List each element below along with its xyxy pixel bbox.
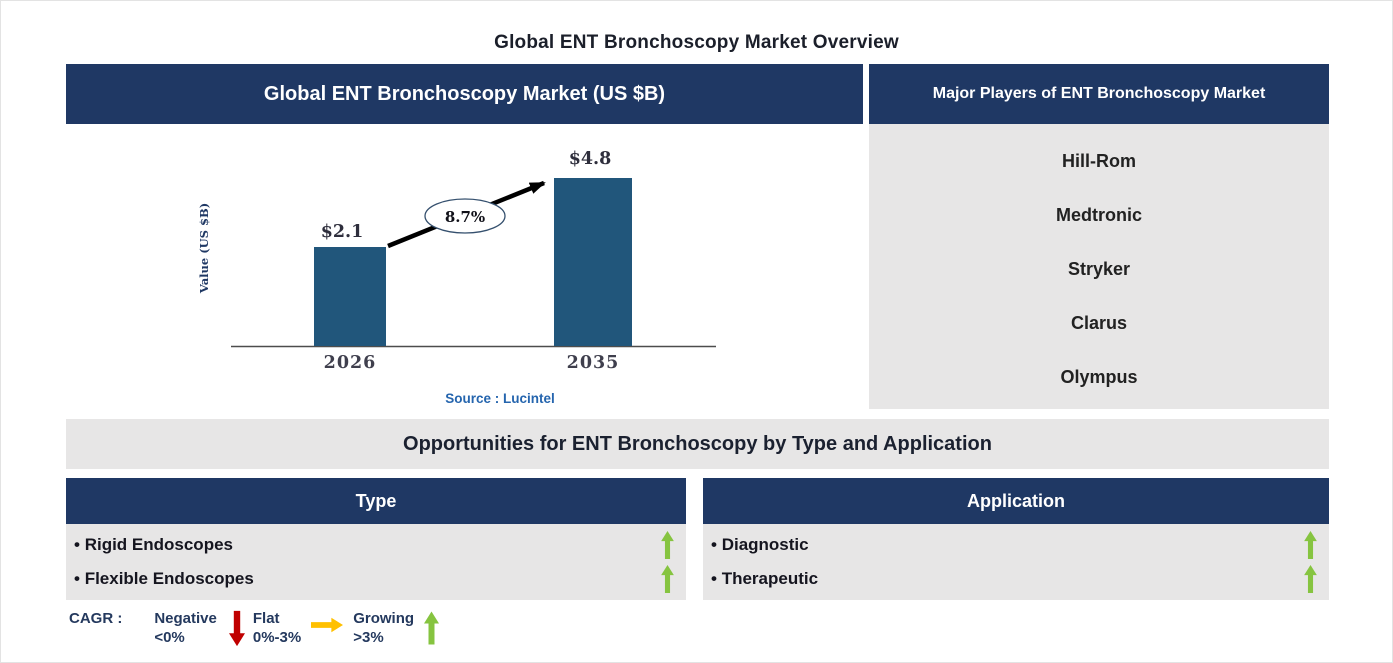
- bar-2035: [554, 178, 632, 346]
- market-chart-header: [66, 64, 863, 124]
- bullet: •: [74, 568, 80, 588]
- application-column-header-label: Application: [967, 490, 1065, 511]
- cagr-legend: [69, 609, 439, 647]
- type-column-header-label: Type: [355, 490, 397, 511]
- up-arrow-icon: [661, 531, 674, 559]
- company-item: Clarus: [1070, 313, 1128, 334]
- bullet: •: [711, 568, 717, 588]
- up-arrow-icon: [661, 565, 674, 593]
- major-players-header: [869, 64, 1329, 124]
- list-item: [711, 531, 1317, 559]
- value-label-2035: $4.8: [568, 149, 612, 169]
- company-item: Hill-Rom: [1062, 150, 1136, 171]
- legend-entry-growing: Growing >3%: [353, 610, 415, 646]
- application-column-header: [703, 478, 1329, 524]
- bullet: •: [74, 535, 80, 555]
- legend-entry-flat: Flat 0%-3%: [252, 610, 302, 646]
- up-arrow-icon: [1304, 531, 1317, 559]
- year-label-2035: 2035: [566, 353, 620, 373]
- major-players-panel: [869, 124, 1329, 409]
- cagr-value-label: 8.7%: [444, 208, 486, 226]
- source-note: Source : Lucintel: [445, 391, 555, 406]
- market-bar-chart: [66, 124, 863, 416]
- company-item: Stryker: [1067, 258, 1131, 279]
- major-players-header-label: Major Players of ENT Bronchoscopy Market: [932, 85, 1266, 102]
- list-item-label: • Diagnostic: [711, 535, 809, 555]
- down-arrow-icon: [229, 610, 245, 647]
- application-column-body: [703, 524, 1329, 600]
- bullet: •: [711, 535, 717, 555]
- year-label-2026: 2026: [323, 353, 377, 373]
- y-axis-label: Value (US $B): [197, 202, 211, 294]
- list-item: [711, 565, 1317, 593]
- up-arrow-icon: [424, 609, 439, 647]
- company-item: Medtronic: [1055, 204, 1142, 225]
- type-column-body: [66, 524, 686, 600]
- up-arrow-icon: [1304, 565, 1317, 593]
- legend-entry-negative: Negative <0%: [154, 610, 217, 646]
- market-chart-header-label: Global ENT Bronchoscopy Market (US $B): [263, 82, 666, 105]
- list-item-label: • Rigid Endoscopes: [74, 535, 233, 555]
- type-column-header: [66, 478, 686, 524]
- company-item: Olympus: [1060, 367, 1138, 388]
- page-title: Global ENT Bronchoscopy Market Overview: [494, 32, 899, 53]
- list-item-label: • Flexible Endoscopes: [74, 568, 254, 588]
- opportunities-banner-label: Opportunities for ENT Bronchoscopy by Type and Application: [403, 432, 992, 455]
- list-item: [74, 565, 674, 593]
- bar-chart-svg: [66, 124, 863, 416]
- cagr-legend-label: CAGR :: [69, 610, 123, 627]
- bar-2026: [314, 247, 386, 346]
- value-label-2026: $2.1: [320, 222, 364, 242]
- list-item: [74, 531, 674, 559]
- opportunities-banner: [66, 419, 1329, 469]
- right-arrow-icon: [311, 617, 343, 633]
- list-item-label: • Therapeutic: [711, 568, 819, 588]
